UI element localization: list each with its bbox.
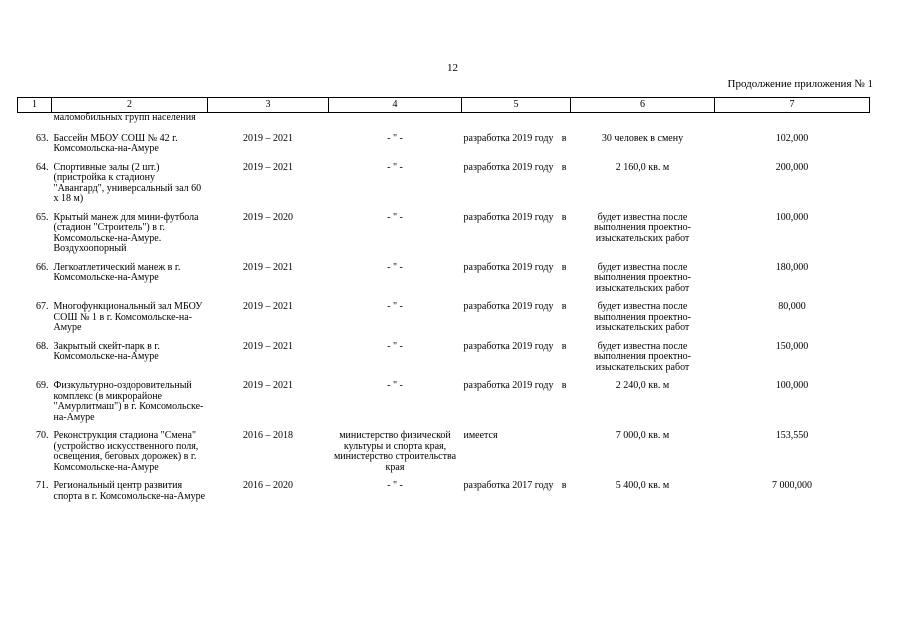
in-word: в [561,301,567,312]
table-row [18,302,870,342]
construction-period-cell [208,134,329,163]
capacity-cell [571,163,715,213]
row-number: 68. [36,340,49,352]
cost-cell [715,134,870,163]
table-row [18,134,870,163]
capacity: 2 160,0 кв. м [615,161,670,173]
executor: министерство физической культуры и спорта края, министерство строительства края [333,430,457,473]
construction-period: 2019 – 2021 [243,161,293,173]
cost: 100,000 [775,380,809,391]
project-docs-cell [462,302,571,342]
executor: - " - [387,261,403,273]
row-number: 69. [36,380,49,391]
row-number-cell [18,134,52,163]
executor-cell [329,431,462,481]
construction-period-cell [208,481,329,510]
table-row [18,263,870,303]
cost: 7 000,000 [772,480,812,491]
project-docs-cell [462,342,571,382]
cost: 80,000 [778,301,806,312]
construction-period-cell [208,113,329,134]
project-docs-cell [462,134,571,163]
executor: - " - [387,380,403,391]
cost-cell [715,302,870,342]
project-docs-cell [462,481,571,510]
object-name: Крытый манеж для мини-футбола (стадион "Строитель") в г. Комсомольске-на-Амуре. Воздухоопорный [53,211,199,254]
object-name-cell [52,431,208,481]
executor-cell [329,302,462,342]
table-row [18,431,870,481]
construction-period: 2019 – 2020 [243,211,293,223]
object-name: маломобильных групп населения [53,112,196,123]
construction-period: 2016 – 2018 [243,430,293,441]
construction-period-cell [208,431,329,481]
cost: 150,000 [775,340,809,352]
header-cell: 6 [571,98,715,113]
project-docs-cell [462,263,571,303]
header-cell: 5 [462,98,571,113]
in-word: в [561,340,567,352]
in-word: в [561,261,567,273]
executor-cell [329,342,462,382]
executor-cell [329,163,462,213]
row-number-cell [18,381,52,431]
object-name-cell [52,134,208,163]
row-number: 66. [36,261,49,273]
cost-cell [715,342,870,382]
object-name: Физкультурно-оздоровительный комплекс (в микрорайоне "Амурлитмаш") в г. Комсомольске-на-Амуре [53,380,204,423]
object-name: Бассейн МБОУ СОШ № 42 г. Комсомольска-на-Амуре [53,132,178,154]
row-number-cell [18,342,52,382]
cost: 102,000 [775,132,809,144]
object-name-cell [52,481,208,510]
construction-period: 2019 – 2021 [243,132,293,144]
object-name-cell [52,381,208,431]
row-number: 70. [36,430,49,441]
object-name: Легкоатлетический манеж в г. Комсомольске-на-Амуре [53,261,181,283]
table-row [18,342,870,382]
table-row [18,381,870,431]
executor: - " - [387,132,403,144]
cost-cell [715,381,870,431]
project-docs: разработка 2019 году [463,161,554,173]
projects-table [17,97,870,510]
capacity-cell [571,302,715,342]
executor: - " - [387,161,403,173]
executor-cell [329,113,462,134]
construction-period: 2019 – 2021 [243,261,293,273]
construction-period: 2019 – 2021 [243,301,293,312]
executor: - " - [387,211,403,223]
project-docs: разработка 2017 году [463,480,554,491]
cost: 153,550 [775,430,809,441]
row-number-cell [18,481,52,510]
construction-period-cell [208,263,329,303]
row-number: 63. [36,132,49,144]
construction-period: 2019 – 2021 [243,340,293,352]
row-number-cell [18,163,52,213]
object-name: Региональный центр развития спорта в г. Комсомольске-на-Амуре [53,480,206,502]
cost: 180,000 [775,261,809,273]
table-row [18,213,870,263]
project-docs: разработка 2019 году [463,301,554,312]
executor: - " - [387,301,403,312]
capacity: 2 240,0 кв. м [615,380,670,391]
in-word: в [561,380,567,391]
capacity: будет известна после выполнения проектно-изыскательских работ [594,340,691,373]
object-name: Закрытый скейт-парк в г. Комсомольске-на-Амуре [53,340,160,362]
capacity-cell [571,431,715,481]
row-number-cell [18,302,52,342]
capacity-cell [571,213,715,263]
page-number: 12 [447,62,458,74]
table-row [18,481,870,510]
project-docs: имеется [463,430,498,441]
capacity-cell [571,134,715,163]
project-docs: разработка 2019 году [463,380,554,391]
executor-cell [329,381,462,431]
row-number: 65. [36,211,49,223]
cost: 100,000 [775,211,809,223]
executor: - " - [387,340,403,352]
table-row [18,113,870,134]
capacity: 5 400,0 кв. м [615,480,670,491]
in-word: в [561,161,567,173]
header-cell: 7 [715,98,870,113]
construction-period: 2016 – 2020 [243,480,293,491]
cost-cell [715,163,870,213]
row-number-cell [18,113,52,134]
project-docs: разработка 2019 году [463,132,554,144]
capacity: 30 человек в смену [601,132,684,144]
object-name-cell [52,342,208,382]
project-docs-cell [462,163,571,213]
in-word: в [561,211,567,223]
row-number: 64. [36,161,49,173]
header-cell: 1 [18,98,52,113]
project-docs-cell [462,213,571,263]
capacity-cell [571,381,715,431]
cost-cell [715,263,870,303]
cost-cell [715,213,870,263]
row-number-cell [18,213,52,263]
construction-period-cell [208,342,329,382]
cost: 200,000 [775,161,809,173]
object-name-cell [52,263,208,303]
object-name-cell [52,113,208,134]
project-docs: разработка 2019 году [463,211,554,223]
cost-cell [715,431,870,481]
header-cell: 3 [208,98,329,113]
executor-cell [329,263,462,303]
construction-period-cell [208,213,329,263]
object-name-cell [52,213,208,263]
executor-cell [329,481,462,510]
capacity: будет известна после выполнения проектно-изыскательских работ [594,301,691,333]
capacity-cell [571,342,715,382]
cost-cell [715,113,870,134]
construction-period-cell [208,381,329,431]
capacity: 7 000,0 кв. м [615,430,670,441]
capacity-cell [571,113,715,134]
construction-period-cell [208,163,329,213]
row-number: 71. [36,480,49,491]
capacity-cell [571,263,715,303]
object-name-cell [52,163,208,213]
object-name: Спортивные залы (2 шт.) (пристройка к стадиону "Авангард", универсальный зал 60 х 18 м) [53,161,202,204]
header-cell: 4 [329,98,462,113]
row-number: 67. [36,301,49,312]
object-name-cell [52,302,208,342]
executor-cell [329,134,462,163]
project-docs-cell [462,113,571,134]
row-number-cell [18,263,52,303]
project-docs: разработка 2019 году [463,261,554,273]
object-name: Многофункциональный зал МБОУ СОШ № 1 в г. Комсомольске-на-Амуре [53,301,203,333]
object-name: Реконструкция стадиона "Смена" (устройство искусственного поля, освещения, беговых дорожек) в г. Комсомольске-на-Амуре [53,430,199,473]
header-row [18,98,870,113]
capacity: будет известна после выполнения проектно-изыскательских работ [594,211,691,244]
project-docs-cell [462,381,571,431]
executor: - " - [387,480,403,491]
row-number-cell [18,431,52,481]
construction-period-cell [208,302,329,342]
continuation-note: Продолжение приложения № 1 [727,78,873,90]
executor-cell [329,213,462,263]
cost-cell [715,481,870,510]
table-row [18,163,870,213]
construction-period: 2019 – 2021 [243,380,293,391]
in-word: в [561,480,567,491]
capacity-cell [571,481,715,510]
header-cell: 2 [52,98,208,113]
capacity: будет известна после выполнения проектно-изыскательских работ [594,261,691,294]
project-docs-cell [462,431,571,481]
in-word: в [561,132,567,144]
project-docs: разработка 2019 году [463,340,554,352]
